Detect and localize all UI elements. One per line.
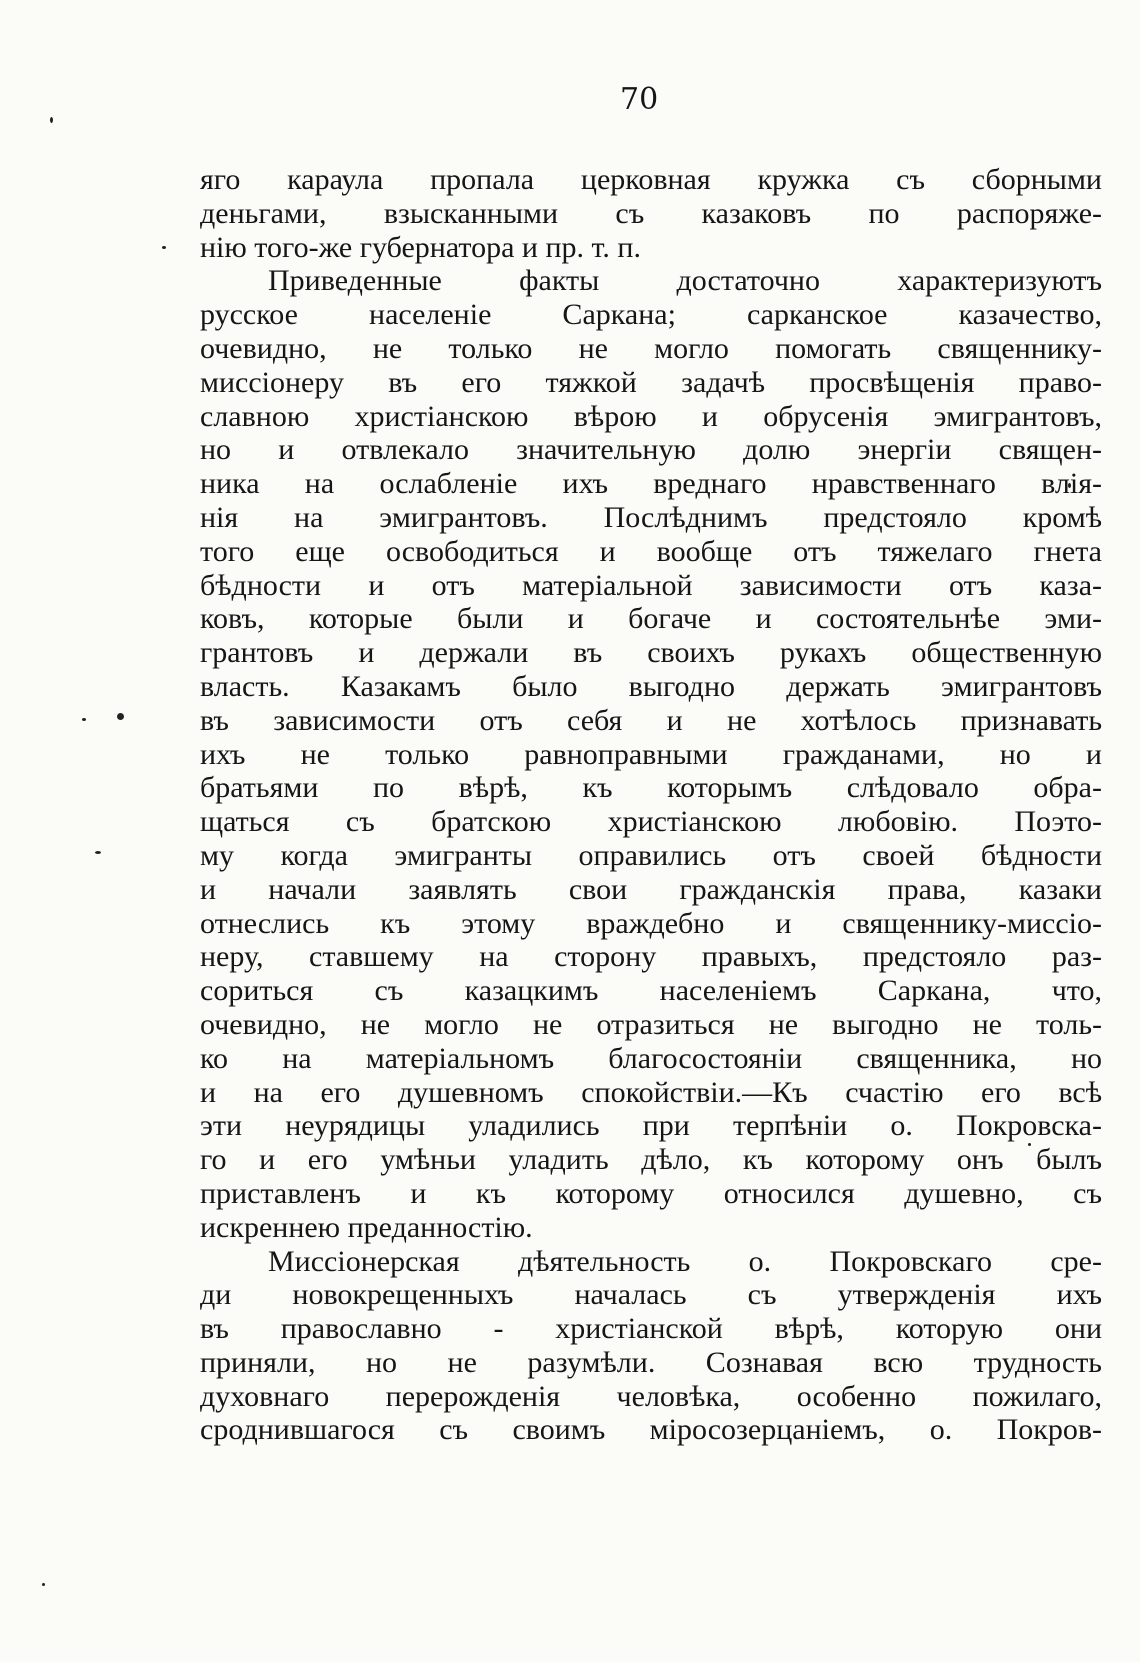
scan-speck: [162, 246, 166, 249]
text-line: Приведенные факты достаточно характеризуютъ: [268, 264, 1102, 298]
text-line: го и его умѣньи уладить дѣло, къ которому онъ былъ: [200, 1143, 1102, 1177]
text-line: бѣдности и отъ матеріальной зависимости отъ каза-: [200, 568, 1102, 602]
text-line: ко на матеріальномъ благосостояніи священника, но: [200, 1041, 1102, 1075]
paragraph: [200, 163, 1102, 264]
text-line: яго караула пропала церковная кружка съ сборными: [200, 163, 1102, 196]
text-line: отнеслись къ этому враждебно и священнику-миссіо-: [200, 906, 1102, 940]
text-line: очевидно, не только не могло помогать священнику-: [200, 331, 1102, 365]
text-line: Миссіонерская дѣятельность о. Покровскаго сре-: [268, 1244, 1102, 1278]
scan-speck: [82, 718, 86, 721]
scan-speck: [50, 117, 53, 123]
text-line: братьями по вѣрѣ, къ которымъ слѣдовало обра-: [200, 771, 1102, 805]
scan-speck: [95, 851, 101, 854]
page-number: 70: [620, 82, 659, 117]
text-line: ковъ, которые были и богаче и состоятельнѣе эми-: [200, 602, 1102, 636]
text-line: того еще освободиться и вообще отъ тяжелаго гнета: [200, 534, 1102, 568]
text-line: сроднившагося съ своимъ міросозерцаніемъ, о. Покров-: [200, 1413, 1102, 1447]
text-line: въ зависимости отъ себя и не хотѣлось признавать: [200, 703, 1102, 737]
text-line: сориться съ казацкимъ населеніемъ Саркана, что,: [200, 974, 1102, 1008]
text-line: духовнаго перерожденія человѣка, особенно пожилаго,: [200, 1379, 1102, 1413]
body-text: [200, 163, 1102, 1447]
text-line: очевидно, не могло не отразиться не выгодно не толь-: [200, 1007, 1102, 1041]
text-line: грантовъ и держали въ своихъ рукахъ общественную: [200, 636, 1102, 670]
scan-speck: [117, 713, 124, 720]
paragraph: [200, 264, 1102, 1244]
text-line: неру, ставшему на сторону правыхъ, предстояло раз-: [200, 940, 1102, 974]
text-line: власть. Казакамъ было выгодно держать эмигрантовъ: [200, 669, 1102, 703]
text-line: ди новокрещенныхъ началась съ утвержденія ихъ: [200, 1278, 1102, 1312]
text-line: нія на эмигрантовъ. Послѣднимъ предстояло кромѣ: [200, 500, 1102, 534]
text-line: му когда эмигранты оправились отъ своей бѣдности: [200, 838, 1102, 872]
text-line: въ православно - христіанской вѣрѣ, которую они: [200, 1312, 1102, 1346]
text-line: но и отвлекало значительную долю энергіи священ-: [200, 433, 1102, 467]
text-line: деньгами, взысканными съ казаковъ по распоряже-: [200, 196, 1102, 230]
text-line: славною христіанскою вѣрою и обрусенія эмигрантовъ,: [200, 399, 1102, 433]
text-line: искреннею преданностію.: [200, 1210, 533, 1244]
text-line: и на его душевномъ спокойствіи.—Къ счастію его всѣ: [200, 1075, 1102, 1109]
text-line: ихъ не только равноправными гражданами, но и: [200, 737, 1102, 771]
text-line: щаться съ братскою христіанскою любовію. Поэто-: [200, 805, 1102, 839]
text-line: и начали заявлять свои гражданскія права, казаки: [200, 872, 1102, 906]
text-line: ника на ослабленіе ихъ вреднаго нравственнаго влія-: [200, 467, 1102, 501]
text-line: нію того-же губернатора и пр. т. п.: [200, 230, 641, 264]
paragraph: [200, 1245, 1102, 1448]
text-line: эти неурядицы уладились при терпѣніи о. Покровска-: [200, 1109, 1102, 1143]
text-line: русское населеніе Саркана; сарканское казачество,: [200, 298, 1102, 332]
scan-speck: [42, 1583, 45, 1586]
text-line: приставленъ и къ которому относился душевно, съ: [200, 1176, 1102, 1210]
text-line: приняли, но не разумѣли. Сознавая всю трудность: [200, 1345, 1102, 1379]
text-line: миссіонеру въ его тяжкой задачѣ просвѣщенія право-: [200, 365, 1102, 399]
